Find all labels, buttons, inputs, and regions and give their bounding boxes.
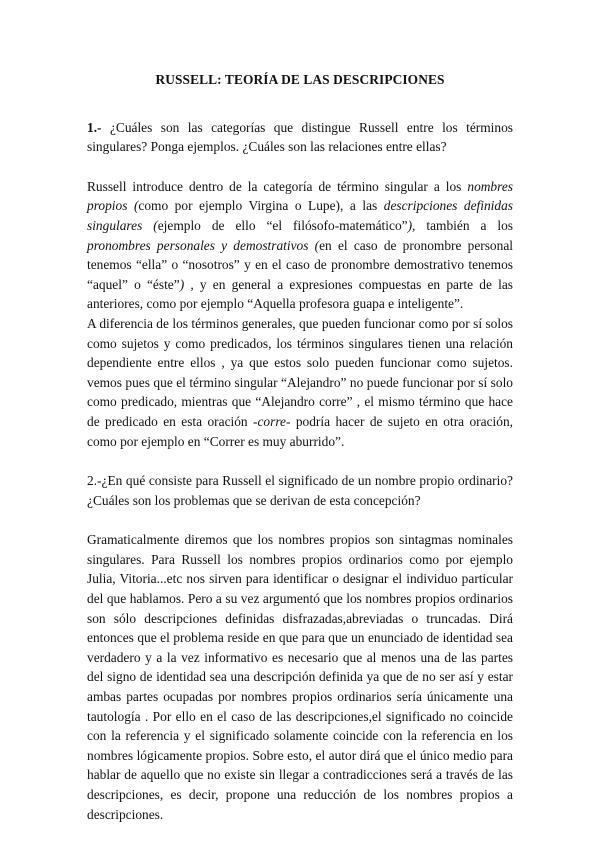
document-page <box>87 70 513 824</box>
a1p1-s8: pronombres personales y demostrativos ( <box>87 237 320 253</box>
document-title: RUSSELL: TEORÍA DE LAS DESCRIPCIONES <box>155 72 445 87</box>
question-2: 2.-¿En qué consiste para Russell el significado de un nombre propio ordinario?¿Cuáles son los problemas que se derivan de esta concepción? <box>87 473 513 508</box>
answer-2-paragraph: Gramaticalmente diremos que los nombres propios son sintagmas nominales singulares. Para Russell los nombres propios ordinarios como por ejemplo Julia, Vitoria...etc nos sirven para identificar o designar el individuo particular del que hablamos. Pero a su vez argumentó que los nombres propios ordinarios son sólo descripciones definidas disfrazadas,abreviadas o truncadas. Dirá entonces que el problema reside en que para que un enunciado de identidad sea verdadero y a la vez informativo es necesario que al menos una de las partes del signo de identidad sea una descripción definida ya que de no ser así y estar ambas partes ocupadas por nombres propios ordinarios sería únicamente una tautología . Por ello en el caso de las descripciones,el significado no coincide con la referencia y el significado solamente coincide con la referencia en los nombres lógicamente propios. Sobre esto, el autor dirá que el único medio para hablar de aquello que no existe sin llegar a contradicciones será a través de las descripciones, es decir, propone una reducción de los nombres propios a descripciones. <box>87 532 513 822</box>
answer-1-paragraph-2 <box>87 314 513 451</box>
a1p2-s2: -corre- <box>253 413 291 429</box>
a1p1-s5: ejemplo de ello “el filósofo-matemático” <box>157 217 408 233</box>
a1p1-s10: ) , <box>179 276 194 292</box>
a1p1-s1: Russell introduce dentro de la categoría de término singular a los <box>87 178 468 194</box>
spacer <box>87 451 513 471</box>
a1p1-s6: ), <box>407 217 427 233</box>
a1p1-s3: como por ejemplo Virgina o Lupe), a las <box>138 198 384 214</box>
a1p2-s1: A diferencia de los términos generales, que pueden funcionar como por sí solos como sujetos y como predicados, los términos singulares tienen una relación dependiente entre ellos , ya que estos solo pueden funcionar como sujetos. vemos pues que el término singular “Alejandro” no puede funcionar por sí solo como predicado, mientras que “Alejandro corre” , el mismo término que hace de predicado en esta oración <box>87 315 513 429</box>
a1p1-s2: nombres propios ( <box>87 178 513 214</box>
a1p1-s4: descripciones definidas singulares ( <box>87 198 513 233</box>
a1p1-s11: y en general a expresiones compuestas en parte de las anteriores, como por ejemplo “Aquella profesora guapa e inteligente”. <box>87 276 513 312</box>
question-1 <box>87 118 513 157</box>
question-1-text: ¿Cuáles son las categorías que distingue Russell entre los términos singulares? Ponga ejemplos. ¿Cuáles son las relaciones entre ellas? <box>87 119 513 155</box>
answer-1-paragraph-1 <box>87 177 513 314</box>
question-1-number: 1.- <box>87 119 102 135</box>
a1p1-s9: en el caso de pronombre personal tenemos “ella” o “nosotros” y en el caso de pronombre demostrativo tenemos “aquel” o “éste” <box>87 237 513 292</box>
a1p2-s3: podría hacer de sujeto en otra oración, como por ejemplo en “Correr es muy aburrido”. <box>87 413 513 449</box>
a1p1-s7: también a los <box>426 217 514 233</box>
